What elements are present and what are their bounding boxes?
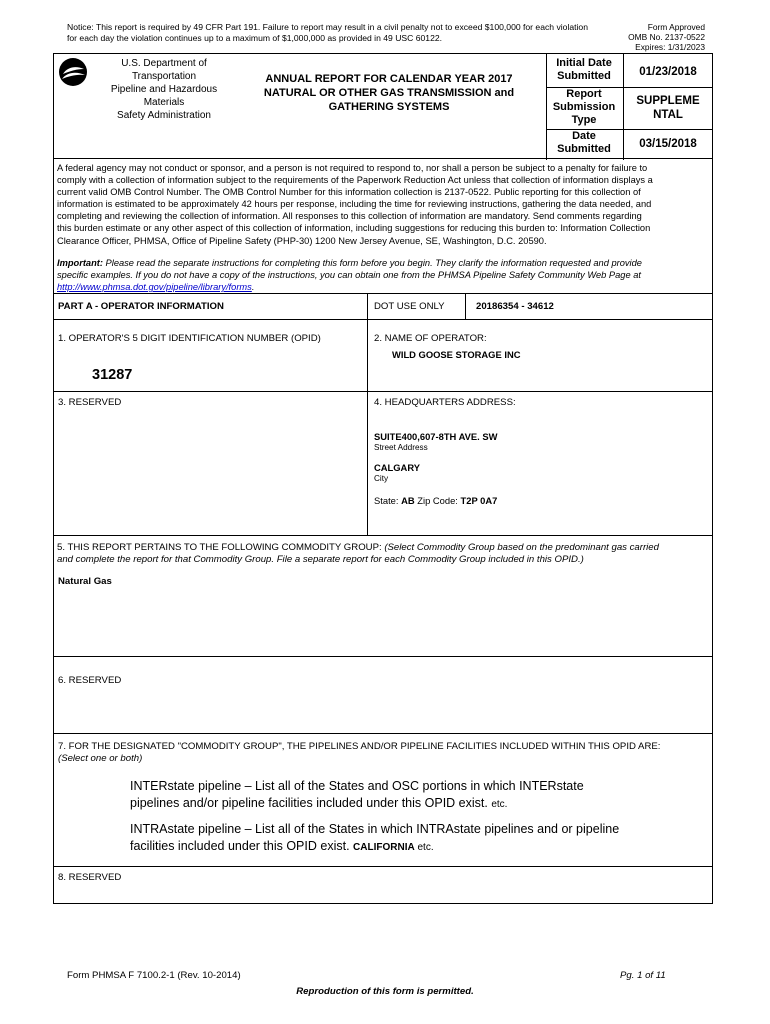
date-submitted-value: 03/15/2018 [639,138,697,150]
initial-date-label [546,57,622,83]
state-value: AB [401,495,415,506]
option-line: INTERstate pipeline – List all of the States and OSC portions in which INTERstate [130,779,584,793]
opid-value: 31287 [92,367,133,383]
commodity-instruction: (Select Commodity Group based on the predominant gas carried [384,542,659,553]
paragraph-line: completing and reviewing the collection of information. All responses to this collection of information are mandatory. Send comments regarding [57,211,642,222]
option-line: pipelines and/or pipeline facilities included under this OPID exist. [130,796,488,810]
report-type-value [623,94,713,122]
label-line: Submitted [557,143,611,155]
reserved-8: 8. RESERVED [58,872,122,883]
form-number: Form PHMSA F 7100.2-1 (Rev. 10-2014) [67,970,241,981]
notice-line: for each day the violation continues up to a maximum of $1,000,000 as provided in 49 USC 60122. [67,33,443,43]
forms-link[interactable]: http://www.phmsa.dot.gov/pipeline/library/forms [57,282,252,293]
paragraph-line: comply with a collection of information subject to the requirements of the Paperwork Reduction Act unless that collection of information displays a [57,175,653,186]
hq-address-label: 4. HEADQUARTERS ADDRESS: [374,397,516,408]
label-line: Initial Date [556,57,612,69]
commodity-value: Natural Gas [58,576,112,587]
title-line: ANNUAL REPORT FOR CALENDAR YEAR 2017 [265,73,513,85]
agency-line: U.S. Department of [121,58,207,69]
expiration-date: Expires: 1/31/2023 [635,42,705,52]
title-line: NATURAL OR OTHER GAS TRANSMISSION and [263,87,515,99]
city-label: City [374,474,389,483]
value-line: SUPPLEME [636,95,700,107]
operator-name-value: WILD GOOSE STORAGE INC [392,349,521,360]
facilities-sub: (Select one or both) [58,753,143,764]
dot-use-only-label: DOT USE ONLY [374,301,445,312]
reserved-6: 6. RESERVED [58,675,122,686]
street-address-label: Street Address [374,443,428,452]
commodity-label-text: 5. THIS REPORT PERTAINS TO THE FOLLOWING COMMODITY GROUP: [57,542,385,553]
intrastate-etc: etc. [414,842,434,853]
paragraph-line: A federal agency may not conduct or sponsor, and a person is not required to respond to, nor shall a person be subject to a penalty for failure to [57,163,648,173]
paragraph-line: Clearance Officer, PHMSA, Office of Pipeline Safety (PHP-30) 1200 New Jersey Avenue, SE, Washington, D.C. 20590. [57,235,547,246]
paragraph-line: current valid OMB Control Number. The OMB Control Number for this information collection is 2137-0522. Public reporting for this collection of [57,187,641,198]
title-line: GATHERING SYSTEMS [328,101,450,113]
notice-text [67,22,627,44]
form-approved-label: Form Approved [647,22,705,32]
zip-label: Zip Code: [414,495,461,506]
paperwork-notice [57,162,709,247]
important-text: Please read the separate instructions for completing this form before you begin. They clarify the information requested and provide [102,258,642,268]
state-zip-line [374,495,497,506]
agency-line: Pipeline and Hazardous [110,84,218,95]
intrastate-option [130,821,619,856]
important-label: Important: [57,258,103,268]
dot-use-only-value: 20186354 - 34612 [476,301,554,312]
interstate-etc: etc. [491,799,508,810]
form-approved-block [600,22,705,52]
label-line: Report [566,88,602,100]
facilities-label-text: 7. FOR THE DESIGNATED "COMMODITY GROUP", THE PIPELINES AND/OR PIPELINE FACILITIES INCLUDED WITHIN THIS OPID ARE: [58,741,661,752]
agency-line: Safety Administration [117,110,211,121]
agency-line: Materials [143,97,185,108]
important-notice [57,257,709,293]
facilities-label [58,741,710,765]
part-a-title: PART A - OPERATOR INFORMATION [58,301,224,312]
important-tail: . [251,282,255,293]
dot-logo-icon [58,57,88,87]
report-type-label [546,88,622,127]
agency-line: Transportation [131,71,197,82]
date-submitted-label [546,130,622,156]
value-line: NTAL [653,109,683,121]
opid-label: 1. OPERATOR'S 5 DIGIT IDENTIFICATION NUMBER (OPID) [58,333,321,344]
omb-number: OMB No. 2137-0522 [628,32,705,42]
label-line: Submission [552,101,616,113]
state-label: State: [374,495,402,506]
zip-value: T2P 0A7 [460,495,498,506]
reserved-3: 3. RESERVED [58,397,122,408]
label-line: Submitted [557,70,611,82]
agency-name [100,57,228,122]
initial-date-value: 01/23/2018 [639,66,697,78]
reproduction-notice: Reproduction of this form is permitted. [296,986,474,997]
page-number: Pg. 1 of 11 [620,970,666,981]
notice-line: Notice: This report is required by 49 CFR Part 191. Failure to report may result in a civil penalty not to exceed $100,000 for each violation [67,22,588,32]
paragraph-line: information is estimated to be approximately 42 hours per response, including the time for reviewing instructions, gathering the data needed, and [57,199,652,210]
interstate-option [130,778,584,813]
option-line: INTRAstate pipeline – List all of the States in which INTRAstate pipelines and or pipeline [130,822,620,836]
operator-name-label: 2. NAME OF OPERATOR: [374,333,487,344]
label-line: Type [571,114,597,126]
important-text: specific examples. If you do not have a copy of the instructions, you can obtain one from the PHMSA Pipeline Safety Community Web Page at [57,270,641,281]
label-line: Date [572,130,596,142]
commodity-instruction: and complete the report for that Commodity Group. File a separate report for each Commodity Group included in this OPID.) [57,554,584,565]
hq-street: SUITE400,607-8TH AVE. SW [374,431,498,442]
option-line: facilities included under this OPID exist. [130,839,354,853]
report-title [233,72,545,114]
hq-city: CALGARY [374,462,421,473]
paragraph-line: this burden estimate or any other aspect of this collection of information, including suggestions for reducing this burden to: Information Collection [57,223,651,234]
commodity-group-label [57,542,709,566]
intrastate-state: CALIFORNIA [353,842,415,853]
